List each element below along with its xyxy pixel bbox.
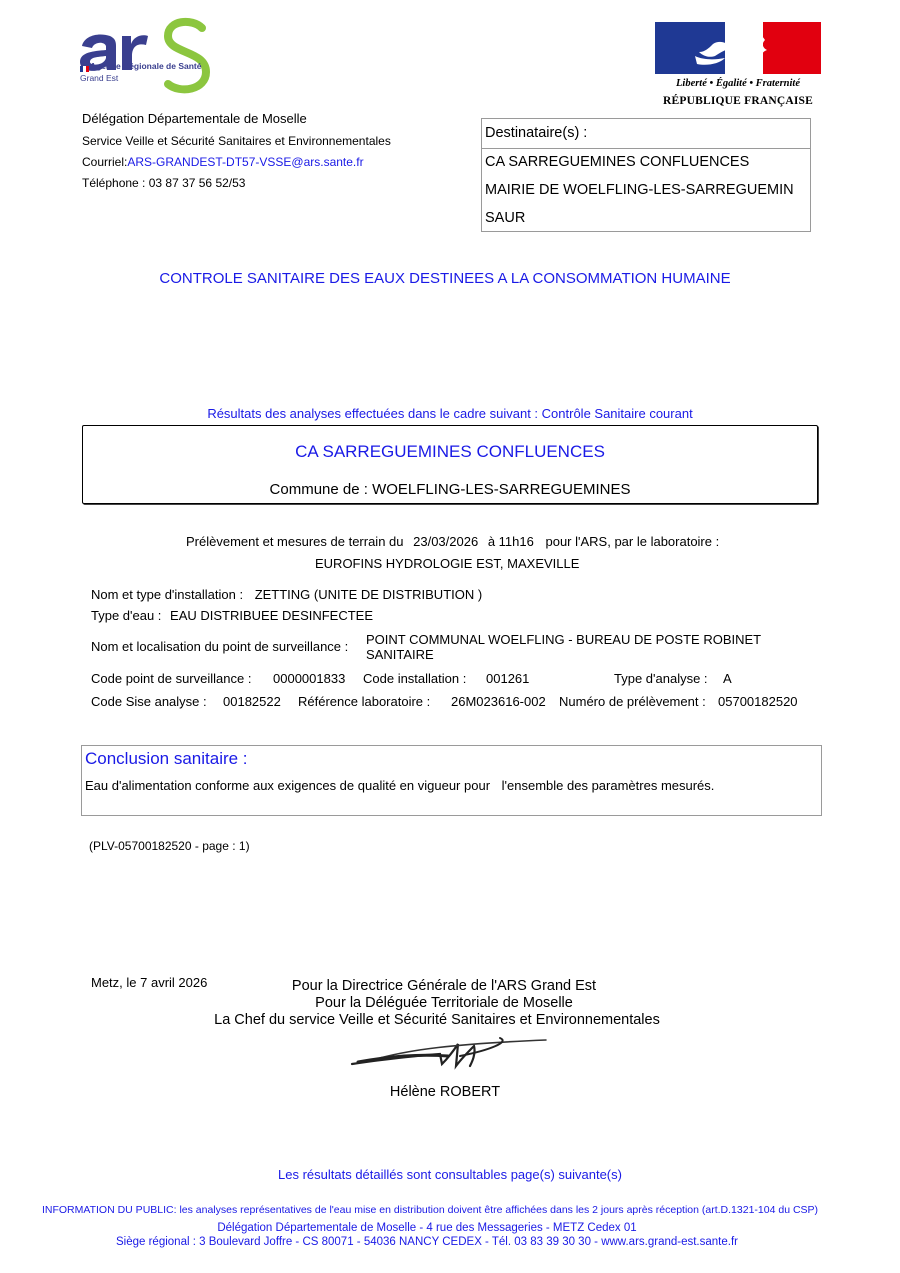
code-point-value: 0000001833: [273, 671, 346, 686]
sample-number-value: 05700182520: [718, 694, 798, 709]
marianne-emblem: [655, 22, 821, 74]
monitoring-point-value-2: SANITAIRE: [366, 647, 434, 662]
entity-box: [82, 425, 818, 504]
ars-subtitle-2: Grand Est: [80, 73, 119, 83]
sampling-line: [186, 534, 719, 549]
ars-subtitle-1: Agence Régionale de Santé: [90, 61, 202, 71]
installation-line: [91, 587, 482, 602]
water-type-label: Type d'eau :: [91, 608, 162, 623]
conclusion-text: [85, 778, 714, 793]
sampling-date: 23/03/2026: [413, 534, 479, 549]
sender-email-line: [82, 155, 364, 169]
sender-email-label: Courriel:: [82, 155, 128, 169]
place-date: Metz, le 7 avril 2026: [91, 975, 208, 990]
commune-name: Commune de : WOELFLING-LES-SARREGUEMINES: [269, 481, 631, 498]
analysis-type-label: Type d'analyse :: [614, 671, 708, 686]
page-reference: (PLV-05700182520 - page : 1): [89, 839, 250, 853]
signature-line-2: Pour la Déléguée Territoriale de Moselle: [315, 995, 573, 1011]
ars-logo: [76, 14, 231, 98]
recipient-item: SAUR: [485, 210, 526, 226]
signature-line-3: La Chef du service Veille et Sécurité Sanitaires et Environnementales: [214, 1012, 660, 1028]
detailed-results-note: Les résultats détaillés sont consultables page(s) suivante(s): [278, 1167, 622, 1182]
lab-reference-value: 26M023616-002: [451, 694, 546, 709]
signature-line-1: Pour la Directrice Générale de l'ARS Grand Est: [291, 978, 597, 994]
conclusion-text-part-2: l'ensemble des paramètres mesurés.: [501, 778, 715, 793]
sender-delegation: Délégation Départementale de Moselle: [82, 111, 307, 126]
footer-address-1: Délégation Départementale de Moselle - 4 rue des Messageries - METZ Cedex 01: [217, 1222, 637, 1234]
lab-reference-label: Référence laboratoire :: [298, 694, 431, 709]
sampling-time: à 11h16: [487, 534, 534, 549]
code-point-label: Code point de surveillance :: [91, 671, 252, 686]
recipients-box: [481, 118, 811, 232]
rf-motto: Liberté • Égalité • Fraternité: [675, 78, 800, 89]
analysis-type-value: A: [723, 671, 732, 686]
conclusion-text-part-1: Eau d'alimentation conforme aux exigences de qualité en vigueur pour: [85, 778, 491, 793]
sender-service: Service Veille et Sécurité Sanitaires et Environnementales: [82, 134, 391, 148]
installation-value: ZETTING (UNITE DE DISTRIBUTION ): [254, 587, 483, 602]
recipients-label: Destinataire(s) :: [485, 125, 588, 141]
code-installation-label: Code installation :: [363, 671, 467, 686]
document-title: CONTROLE SANITAIRE DES EAUX DESTINEES A LA CONSOMMATION HUMAINE: [159, 270, 731, 287]
water-type-line: [91, 608, 373, 623]
sender-email-link[interactable]: ARS-GRANDEST-DT57-VSSE@ars.sante.fr: [127, 155, 364, 169]
sender-phone: Téléphone : 03 87 37 56 52/53: [82, 176, 246, 190]
recipients-divider: [482, 148, 810, 149]
monitoring-point-value-1: POINT COMMUNAL WOELFLING - BUREAU DE POSTE ROBINET: [366, 632, 762, 647]
analysis-context: Résultats des analyses effectuées dans le cadre suivant : Contrôle Sanitaire courant: [207, 406, 693, 421]
sampling-suffix: pour l'ARS, par le laboratoire :: [545, 534, 720, 549]
code-installation-value: 001261: [486, 671, 530, 686]
recipient-item: MAIRIE DE WOELFLING-LES-SARREGUEMIN: [485, 182, 794, 198]
rf-name: RÉPUBLIQUE FRANÇAISE: [662, 95, 813, 107]
entity-name: CA SARREGUEMINES CONFLUENCES: [295, 442, 605, 461]
handwritten-signature: [350, 1034, 550, 1070]
conclusion-box: [81, 745, 822, 816]
sampling-lab: EUROFINS HYDROLOGIE EST, MAXEVILLE: [315, 556, 580, 571]
recipient-item: CA SARREGUEMINES CONFLUENCES: [485, 154, 750, 170]
sise-label: Code Sise analyse :: [91, 694, 207, 709]
sise-value: 00182522: [223, 694, 281, 709]
sample-number-label: Numéro de prélèvement :: [559, 694, 706, 709]
monitoring-point-label: Nom et localisation du point de surveillance :: [91, 639, 349, 654]
water-type-value: EAU DISTRIBUEE DESINFECTEE: [170, 608, 374, 623]
ars-logo-mark: [76, 14, 231, 98]
sampling-prefix: Prélèvement et mesures de terrain du: [186, 534, 404, 549]
republique-francaise-logo: [655, 22, 821, 110]
signatory-name: Hélène ROBERT: [389, 1084, 501, 1100]
installation-label: Nom et type d'installation :: [91, 587, 244, 602]
conclusion-title: Conclusion sanitaire :: [85, 749, 248, 768]
public-information: INFORMATION DU PUBLIC: les analyses représentatives de l'eau mise en distribution doivent être affichées dans les 2 jours après réception (art.D.1321-104 du CSP): [41, 1204, 819, 1216]
footer-address-2: Siège régional : 3 Boulevard Joffre - CS 80071 - 54036 NANCY CEDEX - Tél. 03 83 39 30 30 - www.ars.grand-est.sante.fr: [116, 1236, 738, 1248]
